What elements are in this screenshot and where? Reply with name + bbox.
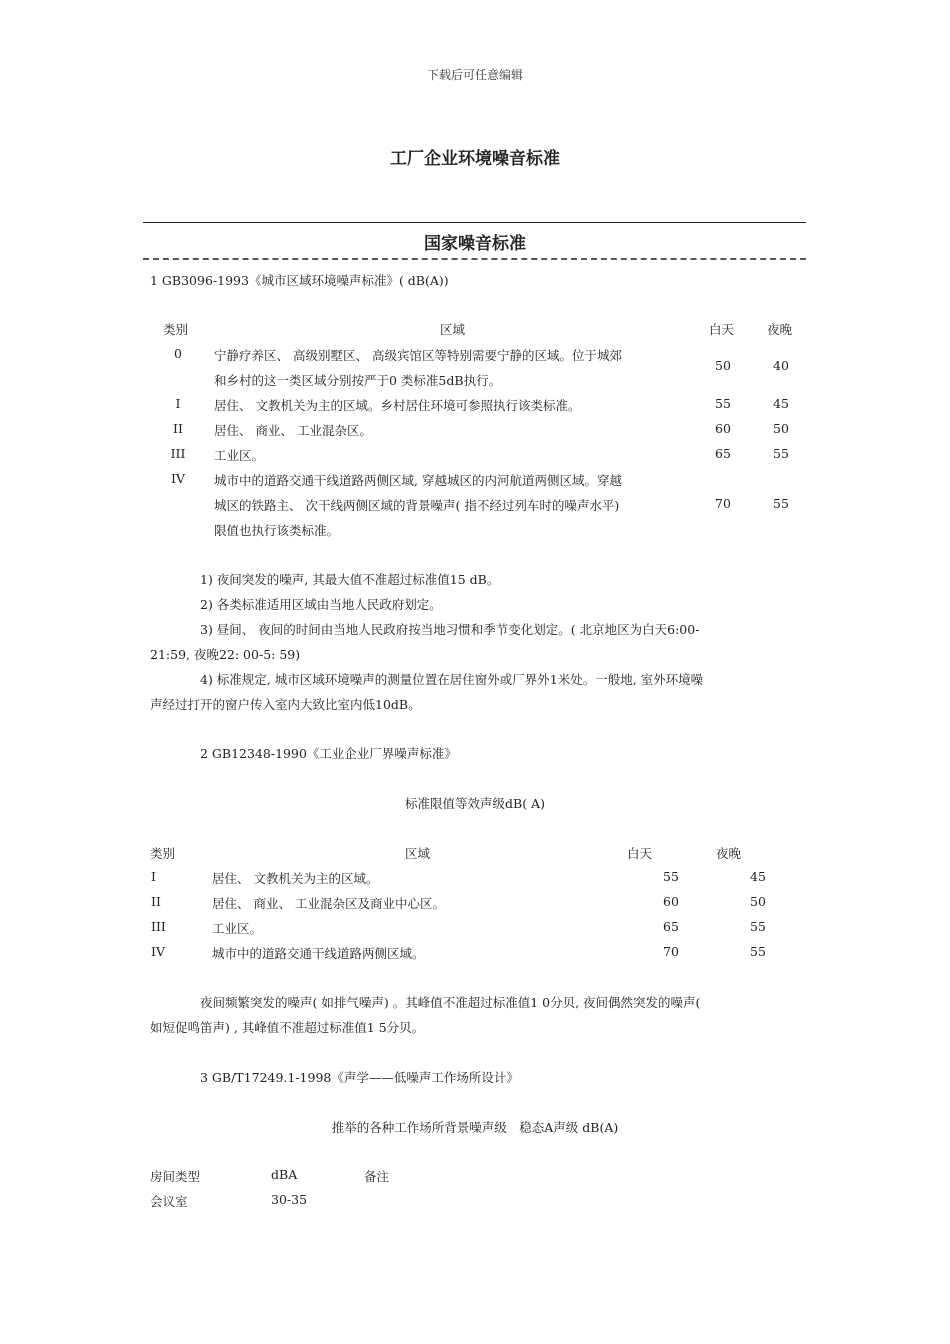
std2-row-2-area: 工业区。 xyxy=(212,921,263,936)
std1-note: 21:59, 夜晚22: 00-5: 59) xyxy=(150,647,301,662)
std2-row-1-area: 居住、 商业、 工业混杂区及商业中心区。 xyxy=(212,896,445,911)
std3-col-dba: dBA xyxy=(271,1167,298,1182)
std2-row-3-night: 55 xyxy=(750,944,766,959)
std3-col-room-type: 房间类型 xyxy=(150,1169,201,1184)
std2-heading: 2 GB12348-1990《工业企业厂界噪声标准》 xyxy=(200,746,457,761)
std1-note: 1) 夜间突发的噪声, 其最大值不准超过标准值15 dB。 xyxy=(200,572,500,587)
std1-row-3-day: 65 xyxy=(715,446,731,461)
std2-row-1-category: II xyxy=(151,894,161,909)
std2-row-1-night: 50 xyxy=(750,894,766,909)
std2-row-2-day: 65 xyxy=(663,919,679,934)
std2-row-0-category: I xyxy=(151,869,156,884)
std3-row-0-dba: 30-35 xyxy=(271,1192,308,1207)
std1-row-2-day: 60 xyxy=(715,421,731,436)
std2-row-3-category: IV xyxy=(151,944,165,959)
std1-note: 声经过打开的窗户传入室内大致比室内低10dB。 xyxy=(150,697,421,712)
std1-heading: 1 GB3096-1993《城市区域环境噪声标准》( dB(A)) xyxy=(150,273,449,288)
std1-row-0-day: 50 xyxy=(715,358,731,373)
std1-row-0-area-line: 和乡村的这一类区域分别按严于0 类标准5dB执行。 xyxy=(214,373,502,388)
std2-row-0-day: 55 xyxy=(663,869,679,884)
std1-row-2-night: 50 xyxy=(773,421,789,436)
std1-row-1-night: 45 xyxy=(773,396,789,411)
std2-row-1-day: 60 xyxy=(663,894,679,909)
std1-row-4-area-line: 城区的铁路主、 次干线两侧区域的背景噪声( 指不经过列车时的噪声水平) xyxy=(214,498,620,513)
std3-heading: 3 GB/T17249.1-1998《声学——低噪声工作场所设计》 xyxy=(200,1070,519,1085)
std2-subtitle: 标准限值等效声级dB( A) xyxy=(405,796,545,811)
std1-row-4-area-line: 限值也执行该类标准。 xyxy=(214,523,340,538)
std1-note: 2) 各类标准适用区域由当地人民政府划定。 xyxy=(200,597,442,612)
std1-row-0-category: 0 xyxy=(174,346,182,361)
std2-note-line: 如短促鸣笛声) , 其峰值不准超过标准值1 5分贝。 xyxy=(150,1020,425,1035)
std3-row-0-type: 会议室 xyxy=(150,1194,188,1209)
std1-row-4-day: 70 xyxy=(715,496,731,511)
std2-row-0-area: 居住、 文教机关为主的区域。 xyxy=(212,871,379,886)
std1-row-0-area-line: 宁静疗养区、 高级别墅区、 高级宾馆区等特别需要宁静的区域。位于城郊 xyxy=(214,348,622,363)
std1-row-3-area-line: 工业区。 xyxy=(214,448,265,463)
std1-row-2-category: II xyxy=(173,421,183,436)
std1-row-4-area-line: 城市中的道路交通干线道路两侧区域, 穿越城区的内河航道两侧区域。穿越 xyxy=(214,473,622,488)
std2-col-night: 夜晚 xyxy=(716,846,742,861)
std1-row-4-night: 55 xyxy=(773,496,789,511)
std2-row-0-night: 45 xyxy=(750,869,766,884)
std1-col-area: 区域 xyxy=(440,322,466,337)
std1-row-1-area-line: 居住、 文教机关为主的区域。乡村居住环境可参照执行该类标准。 xyxy=(214,398,581,413)
top-rule xyxy=(143,222,806,223)
std2-col-area: 区域 xyxy=(405,846,431,861)
header-note: 下载后可任意编辑 xyxy=(426,68,523,82)
std2-row-2-category: III xyxy=(151,919,166,934)
std2-col-category: 类别 xyxy=(150,846,176,861)
std1-row-2-area-line: 居住、 商业、 工业混杂区。 xyxy=(214,423,372,438)
std1-col-category: 类别 xyxy=(163,322,189,337)
std2-col-day: 白天 xyxy=(627,846,653,861)
std1-note: 3) 昼间、 夜间的时间由当地人民政府按当地习惯和季节变化划定。( 北京地区为白天6:00- xyxy=(200,622,700,637)
dashed-rule xyxy=(143,258,806,260)
std1-row-3-category: III xyxy=(170,446,186,461)
std1-row-3-night: 55 xyxy=(773,446,789,461)
std1-row-4-category: IV xyxy=(171,471,185,486)
std2-row-3-area: 城市中的道路交通干线道路两侧区域。 xyxy=(212,946,425,961)
std1-row-1-day: 55 xyxy=(715,396,731,411)
std1-col-night: 夜晚 xyxy=(767,322,793,337)
std3-col-remark: 备注 xyxy=(364,1169,390,1184)
std3-subtitle: 推举的各种工作场所背景噪声级 稳态A声级 dB(A) xyxy=(331,1120,619,1135)
std1-row-0-night: 40 xyxy=(773,358,789,373)
std1-row-1-category: I xyxy=(175,396,181,411)
std2-note-line: 夜间频繁突发的噪声( 如排气噪声) 。其峰值不准超过标准值1 0分贝, 夜间偶然突发的噪声( xyxy=(200,995,701,1010)
std2-row-2-night: 55 xyxy=(750,919,766,934)
std2-row-3-day: 70 xyxy=(663,944,679,959)
section-title: 国家噪音标准 xyxy=(424,234,526,254)
document-title: 工厂企业环境噪音标准 xyxy=(390,149,560,169)
std1-note: 4) 标准规定, 城市区域环境噪声的测量位置在居住窗外或厂界外1米处。一般地, 室外环境噪 xyxy=(200,672,704,687)
std1-col-day: 白天 xyxy=(709,322,735,337)
